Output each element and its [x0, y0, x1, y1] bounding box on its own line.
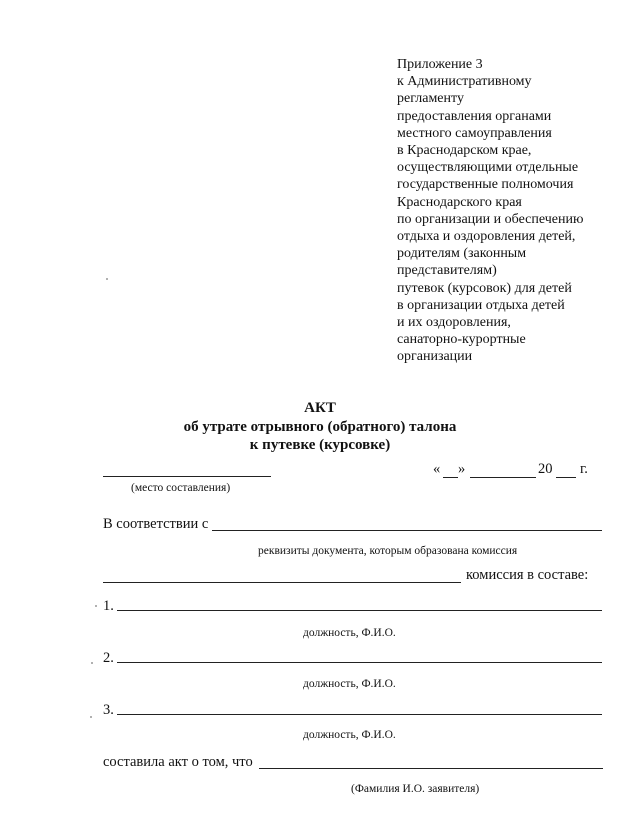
- date-year-suffix: г.: [580, 461, 588, 477]
- scan-speck: [106, 278, 108, 280]
- date-month-field[interactable]: [470, 477, 536, 478]
- appendix-line: и их оздоровления,: [397, 315, 511, 331]
- appendix-line: государственные полномочия: [397, 177, 574, 193]
- appendix-line: к Административному: [397, 74, 532, 90]
- member-number-2: 2.: [103, 650, 114, 666]
- date-year-prefix: 20: [538, 461, 553, 477]
- appendix-line: предоставления органами: [397, 108, 552, 124]
- document-requisites-caption: реквизиты документа, которым образована комиссия: [258, 545, 518, 557]
- appendix-line: родителям (законным: [397, 246, 527, 262]
- scan-speck: [95, 605, 97, 607]
- appendix-line: санаторно-курортные: [397, 332, 526, 348]
- member-field-3[interactable]: [117, 714, 602, 715]
- document-subtitle-2: к путевке (курсовке): [249, 437, 391, 453]
- place-caption: (место составления): [131, 482, 231, 494]
- appendix-line: в организации отдыха детей: [397, 297, 565, 313]
- member-caption-3: должность, Ф.И.О.: [303, 729, 396, 741]
- scan-speck: [91, 662, 93, 664]
- member-number-3: 3.: [103, 702, 114, 718]
- appendix-line: регламенту: [397, 91, 464, 107]
- member-caption-1: должность, Ф.И.О.: [303, 627, 396, 639]
- document-requisites-field-2[interactable]: [103, 582, 461, 583]
- according-to-label: В соответствии с: [103, 516, 209, 532]
- drew-up-label: составила акт о том, что: [103, 754, 253, 770]
- appendix-line: отдыха и оздоровления детей,: [397, 229, 576, 245]
- applicant-caption: (Фамилия И.О. заявителя): [351, 783, 480, 795]
- appendix-line: Приложение 3: [397, 57, 483, 72]
- document-subtitle: об утрате отрывного (обратного) талона: [183, 419, 457, 435]
- date-day-field[interactable]: [443, 477, 458, 478]
- member-number-1: 1.: [103, 598, 114, 614]
- applicant-field[interactable]: [259, 768, 603, 769]
- date-close-quote: »: [458, 461, 466, 477]
- commission-label: комиссия в составе:: [466, 567, 589, 583]
- document-title: АКТ: [304, 400, 336, 416]
- scan-speck: [90, 716, 92, 718]
- member-caption-2: должность, Ф.И.О.: [303, 678, 396, 690]
- member-field-2[interactable]: [117, 662, 602, 663]
- appendix-line: осуществляющими отдельные: [397, 160, 579, 176]
- place-field[interactable]: [103, 476, 271, 477]
- document-requisites-field[interactable]: [212, 530, 602, 531]
- appendix-line: путевок (курсовок) для детей: [397, 280, 572, 296]
- appendix-line: представителям): [397, 263, 497, 279]
- appendix-line: Краснодарского края: [397, 194, 522, 210]
- appendix-block: [397, 56, 629, 366]
- appendix-line: в Краснодарском крае,: [397, 143, 532, 159]
- appendix-line: организации: [397, 349, 473, 365]
- appendix-line: по организации и обеспечению: [397, 211, 584, 227]
- appendix-line: местного самоуправления: [397, 125, 552, 141]
- member-field-1[interactable]: [117, 610, 602, 611]
- date-open-quote: «: [433, 461, 441, 477]
- date-year-field[interactable]: [556, 477, 576, 478]
